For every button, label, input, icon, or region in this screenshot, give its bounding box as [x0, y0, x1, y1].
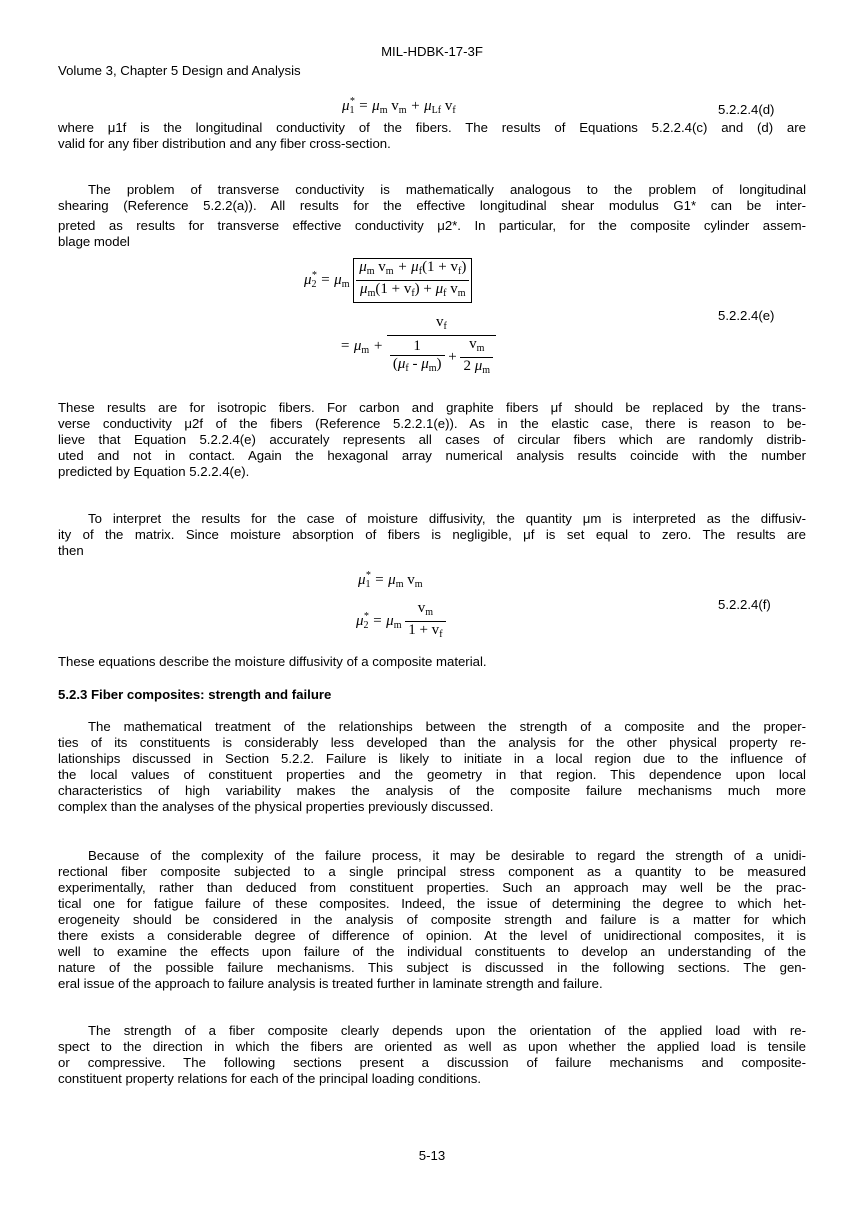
paragraph-4 [58, 511, 806, 559]
text-line: or compressive. The following sections present a discussion of failure mechanisms and composite- [58, 1055, 806, 1070]
page-number: 5-13 [418, 1148, 446, 1163]
equation-e-line1: $\mu^*_2 = \mu_m$ $\frac{\mu_m v_m + \mu_f(1 + v_f)}{\mu_m(1 + v_f) + \mu_f v_m}$ [304, 258, 472, 303]
text-line: ity of the matrix. Since moisture absorption of fibers is negligible, μf is set equal to zero. The results are [58, 527, 806, 542]
paragraph-6 [58, 719, 806, 815]
text-line: spect to the direction in which the fibers are oriented as well as upon whether the applied load is tensile [58, 1039, 806, 1054]
equation-f-label: 5.2.2.4(f) [718, 597, 771, 612]
paragraph-7 [58, 848, 806, 992]
text-line: The strength of a fiber composite clearly depends upon the orientation of the applied load with re- [88, 1023, 806, 1038]
text-line: verse conductivity μ2f of the fibers (Reference 5.2.2.1(e)). As in the elastic case, there is reason to be- [58, 416, 806, 431]
paragraph-3 [58, 400, 806, 480]
text-line: there exists a considerable degree of difference of opinion. At the level of unidirectional composites, it is [58, 928, 806, 943]
equation-d-label: 5.2.2.4(d) [718, 102, 775, 117]
text-line: ties of its constituents is considerably less developed than the analysis for the other physical property re- [58, 735, 806, 750]
equation-f-line2: $\mu^*_2 = \mu_m$ $\frac{v_m}{1 + v_f}$ [356, 600, 446, 643]
text-line: The mathematical treatment of the relationships between the strength of a composite and the proper- [88, 719, 806, 734]
text-line: erogeneity should be considered in the analysis of composite strength and failure is a matter for which [58, 912, 806, 927]
text-line: nature of the possible failure mechanisms. This subject is discussed in the following sections. The gen- [58, 960, 806, 975]
text-line: blage model [58, 234, 130, 249]
text-line: valid for any fiber distribution and any fiber cross-section. [58, 136, 391, 151]
text-line: Because of the complexity of the failure process, it may be desirable to regard the strength of a unidi- [88, 848, 806, 863]
text-line: shearing (Reference 5.2.2(a)). All results for the effective longitudinal shear modulus G1* can be inter- [58, 198, 806, 213]
equation-e-label: 5.2.2.4(e) [718, 308, 775, 323]
text-line: well to examine the effects upon failure of the individual constituents to develop an understanding of the [58, 944, 806, 959]
text-line: preted as results for transverse effective conductivity μ2*. In particular, for the composite cylinder assem- [58, 218, 806, 233]
paragraph-8 [58, 1023, 806, 1087]
text-line: eral issue of the approach to failure analysis is treated further in laminate strength and failure. [58, 976, 603, 991]
paragraph-1 [58, 120, 806, 152]
equation-f-line1: $\mu^*_1 = \mu_m$ $v_m$ [358, 570, 423, 590]
text-line: predicted by Equation 5.2.2.4(e). [58, 464, 250, 479]
text-line: complex than the analyses of the physical properties previously discussed. [58, 799, 494, 814]
volume-chapter-header: Volume 3, Chapter 5 Design and Analysis [58, 63, 301, 78]
text-line: uted and not in contact. Again the hexagonal array numerical analysis results coincide with the number [58, 448, 806, 463]
text-line: constituent property relations for each of the principal loading conditions. [58, 1071, 481, 1086]
text-line: These results are for isotropic fibers. For carbon and graphite fibers μf should be replaced by the trans- [58, 400, 806, 415]
paragraph-2 [58, 182, 806, 250]
text-line: tical one for fatigue failure of these composites. Indeed, the issue of determining the degree to which het- [58, 896, 806, 911]
section-heading: 5.2.3 Fiber composites: strength and failure [58, 687, 332, 702]
text-line: These equations describe the moisture diffusivity of a composite material. [58, 654, 487, 669]
equation-e-line2: = $\mu_m$ + $v_f$ $\frac{1}{(\mu_f - \mu_m)}$ + $\frac{v_m}{2 \mu_m}$ [340, 314, 496, 379]
text-line: lieve that Equation 5.2.2.4(e) accurately represents all cases of circular fibers which are randomly distrib- [58, 432, 806, 447]
text-line: The problem of transverse conductivity is mathematically analogous to the problem of longitudinal [88, 182, 806, 197]
document-id: MIL-HDBK-17-3F [381, 44, 483, 59]
text-line: the local values of constituent properties and the geometry in that region. This dependence upon local [58, 767, 806, 782]
paragraph-5 [58, 654, 806, 670]
text-line: where μ1f is the longitudinal conductivity of the fibers. The results of Equations 5.2.2.4(c) and (d) are [58, 120, 806, 135]
text-line: then [58, 543, 84, 558]
text-line: characteristics of high variability makes the analysis of the composite failure mechanisms much more [58, 783, 806, 798]
text-line: lationships discussed in Section 5.2.2. Failure is likely to initiate in a local region due to the influence of [58, 751, 806, 766]
text-line: To interpret the results for the case of moisture diffusivity, the quantity μm is interpreted as the diffusiv- [88, 511, 806, 526]
text-line: rectional fiber composite subjected to a single principal stress component as a quantity to be measured [58, 864, 806, 879]
text-line: experimentally, rather than deduced from constituent properties. Such an approach may well be the prac- [58, 880, 806, 895]
equation-d: $\mu^*_1 = \mu_m$ $v_m + \mu_{Lf}$ $v_f$ [342, 96, 456, 116]
